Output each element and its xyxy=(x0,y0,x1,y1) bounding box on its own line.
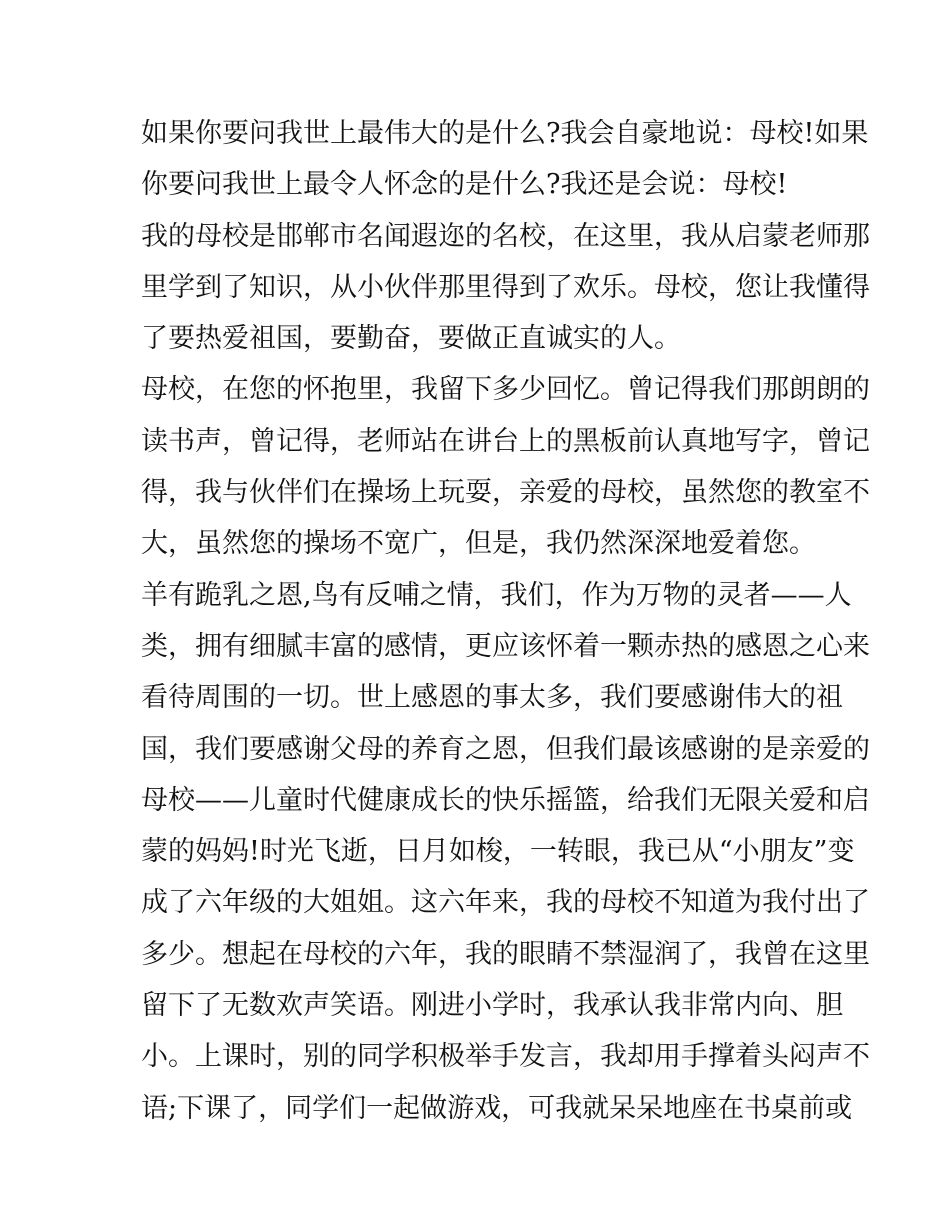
text-line: 羊有跪乳之恩,鸟有反哺之情，我们，作为万物的灵者——人 xyxy=(141,579,852,611)
text-line: 了要热爱祖国，要勤奋，要做正直诚实的人。 xyxy=(141,323,681,355)
essay-body xyxy=(141,108,870,1134)
text-line: 语;下课了，同学们一起做游戏，可我就呆呆地座在书桌前或 xyxy=(141,1092,853,1124)
text-line: 母校——儿童时代健康成长的快乐摇篮，给我们无限关爱和启 xyxy=(141,784,870,816)
text-line: 多少。想起在母校的六年，我的眼睛不禁湿润了，我曾在这里 xyxy=(141,938,870,970)
text-line: 得，我与伙伴们在操场上玩耍，亲爱的母校，虽然您的教室不 xyxy=(141,477,870,509)
text-line: 如果你要问我世上最伟大的是什么?我会自豪地说：母校!如果 xyxy=(141,118,869,149)
text-line: 成了六年级的大姐姐。这六年来，我的母校不知道为我付出了 xyxy=(141,887,870,919)
text-line: 我的母校是邯郸市名闻遐迩的名校，在这里，我从启蒙老师那 xyxy=(141,220,870,252)
text-line: 里学到了知识，从小伙伴那里得到了欢乐。母校，您让我懂得 xyxy=(141,271,870,303)
text-line: 看待周围的一切。世上感恩的事太多，我们要感谢伟大的祖 xyxy=(141,682,843,714)
text-line: 小。上课时，别的同学积极举手发言，我却用手撑着头闷声不 xyxy=(141,1041,870,1073)
text-line: 大，虽然您的操场不宽广，但是，我仍然深深地爱着您。 xyxy=(141,528,816,560)
text-line: 国，我们要感谢父母的养育之恩，但我们最该感谢的是亲爱的 xyxy=(141,733,870,765)
text-line: 母校，在您的怀抱里，我留下多少回忆。曾记得我们那朗朗的 xyxy=(141,374,870,406)
text-line: 类，拥有细腻丰富的感情，更应该怀着一颗赤热的感恩之心来 xyxy=(141,630,870,662)
text-line: 你要问我世上最令人怀念的是什么?我还是会说：母校! xyxy=(141,169,788,201)
text-line: 留下了无数欢声笑语。刚进小学时，我承认我非常内向、胆 xyxy=(141,990,843,1022)
text-line: 读书声，曾记得，老师站在讲台上的黑板前认真地写字，曾记 xyxy=(141,425,870,457)
text-line: 蒙的妈妈!时光飞逝，日月如梭，一转眼，我已从“小朋友”变 xyxy=(141,836,855,868)
